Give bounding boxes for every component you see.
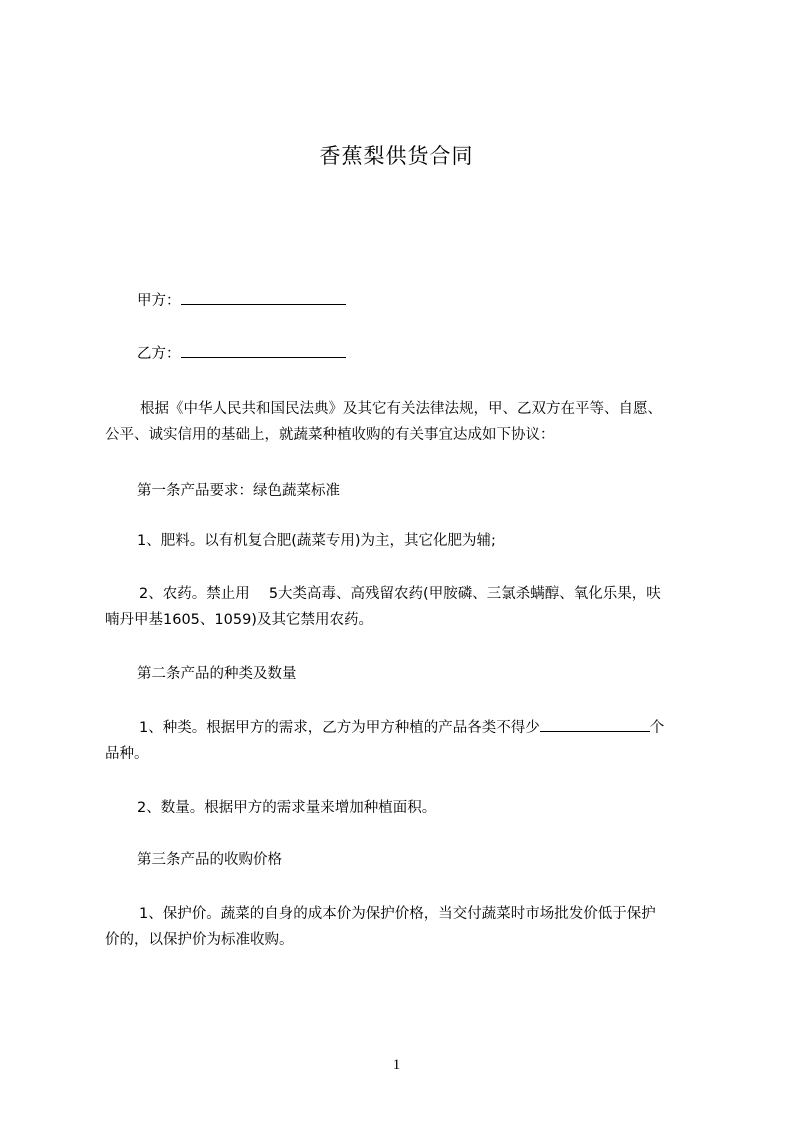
article-3-item-1-line-1: 1、保护价。蔬菜的自身的成本价为保护价格，当交付蔬菜时市场批发价低于保护 [139, 906, 656, 922]
article-2-item-1-text: 1、种类。根据甲方的需求，乙方为甲方种植的产品各类不得少 [139, 720, 540, 736]
party-b-label: 乙方： [137, 346, 181, 362]
article-1-item-1: 1、肥料。以有机复合肥(蔬菜专用)为主，其它化肥为辅; [137, 533, 496, 549]
page-number: 1 [392, 1057, 401, 1073]
article-1-item-2-line-2: 喃丹甲基1605、1059)及其它禁用农药。 [105, 612, 373, 628]
article-2-item-1-unit: 个 [649, 720, 665, 736]
article-1-heading: 第一条产品要求：绿色蔬菜标准 [137, 483, 340, 499]
article-2-item-1-line-1 [139, 717, 749, 739]
document-title: 香蕉梨供货合同 [319, 144, 474, 168]
party-b-line [137, 343, 747, 365]
preamble-line-1: 根据《中华人民共和国民法典》及其它有关法律法规，甲、乙双方在平等、自愿、 [140, 401, 662, 417]
variety-count-blank [540, 717, 650, 732]
article-3-item-1-line-2: 价的，以保护价为标准收购。 [105, 932, 294, 948]
party-a-blank [181, 290, 346, 305]
article-2-item-2: 2、数量。根据甲方的需求量来增加种植面积。 [137, 800, 437, 816]
preamble-line-2: 公平、诚实信用的基础上，就蔬菜种植收购的有关事宜达成如下协议： [105, 427, 555, 443]
party-b-blank [181, 343, 346, 358]
article-2-item-1-line-2: 品种。 [105, 746, 149, 762]
party-a-label: 甲方： [137, 293, 181, 309]
article-3-heading: 第三条产品的收购价格 [137, 852, 282, 868]
article-2-heading: 第二条产品的种类及数量 [137, 666, 297, 682]
article-1-item-2-line-1: 2、农药。禁止用 5大类高毒、高残留农药(甲胺磷、三氯杀螨醇、氧化乐果，呋 [139, 586, 661, 602]
party-a-line [137, 290, 747, 312]
